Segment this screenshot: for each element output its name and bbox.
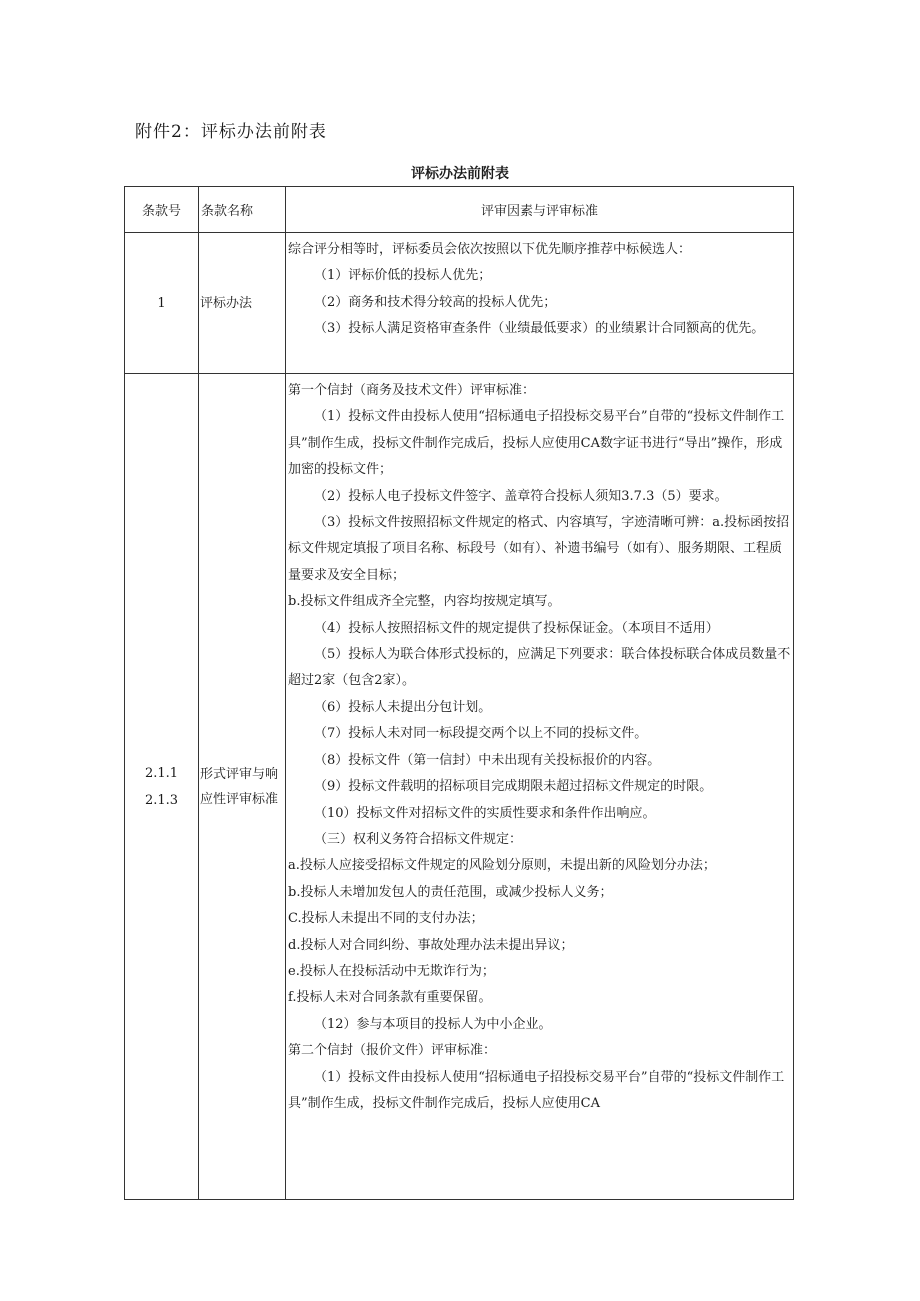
attachment-heading: 附件2：评标办法前附表 [135, 122, 327, 142]
clause-number: 1 [125, 233, 199, 374]
clause-name: 评标办法 [199, 233, 286, 374]
clause-name: 形式评审与响应性评审标准 [199, 374, 286, 1200]
criteria-line: b.投标人未增加发包人的责任范围，或减少投标人义务； [288, 884, 613, 900]
criteria-line: （1）投标文件由投标人使用“招标通电子招投标交易平台”自带的“投标文件制作工具”制作生成，投标文件制作完成后，投标人应使用CA数字证书进行“导出”操作，形成加密的投标文件； [288, 409, 785, 478]
column-header-criteria: 评审因素与评审标准 [286, 187, 794, 233]
criteria-line: （4）投标人按照招标文件的规定提供了投标保证金。（本项目不适用） [314, 620, 719, 636]
criteria-line: （6）投标人未提出分包计划。 [314, 699, 492, 715]
criteria-line: C.投标人未提出不同的支付办法； [288, 911, 484, 927]
criteria-line: f.投标人未对合同条款有重要保留。 [288, 990, 492, 1006]
clause-number-line: 2.1.3 [144, 792, 179, 808]
criteria-line: （7）投标人未对同一标段提交两个以上不同的投标文件。 [314, 726, 648, 742]
table-row [125, 374, 794, 1200]
criteria-cell [286, 374, 794, 1200]
table-header-row [125, 187, 794, 233]
criteria-line: b.投标文件组成齐全完整，内容均按规定填写。 [288, 594, 561, 610]
criteria-line: （3）投标文件按照招标文件规定的格式、内容填写，字迹清晰可辨：a.投标函按招标文件规定填报了项目名称、标段号（如有）、补遗书编号（如有）、服务期限、工程质量要求及安全目标； [288, 515, 790, 583]
criteria-line: 第二个信封（报价文件）评审标准： [288, 1043, 497, 1059]
criteria-line: 第一个信封（商务及技术文件）评审标准： [288, 383, 536, 398]
column-header-clause-no: 条款号 [125, 187, 199, 233]
criteria-line: （2）商务和技术得分较高的投标人优先； [314, 294, 557, 310]
table-row [125, 233, 794, 374]
criteria-line: e.投标人在投标活动中无欺诈行为； [288, 963, 495, 979]
criteria-line: （12）参与本项目的投标人为中小企业。 [314, 1016, 552, 1032]
clause-number-line: 2.1.1 [144, 765, 179, 781]
criteria-line: （5）投标人为联合体形式投标的，应满足下列要求：联合体投标联合体成员数量不超过2家（包含2家）。 [288, 647, 791, 689]
criteria-line: （1）评标价低的投标人优先； [314, 268, 492, 284]
criteria-line: 综合评分相等时，评标委员会依次按照以下优先顺序推荐中标候选人： [288, 242, 692, 257]
clause-number [125, 374, 199, 1200]
criteria-line: （9）投标文件载明的招标项目完成期限未超过招标文件规定的时限。 [314, 779, 713, 795]
criteria-line: （2）投标人电子投标文件签字、盖章符合投标人须知3.7.3（5）要求。 [314, 488, 728, 504]
criteria-cell [286, 233, 794, 374]
evaluation-table [124, 186, 794, 1200]
criteria-line: （10）投标文件对招标文件的实质性要求和条件作出响应。 [314, 805, 656, 821]
criteria-line: （8）投标文件（第一信封）中未出现有关投标报价的内容。 [314, 752, 661, 768]
table-title: 评标办法前附表 [411, 166, 509, 182]
criteria-line: （三）权利义务符合招标文件规定： [314, 831, 523, 847]
column-header-clause-name: 条款名称 [199, 187, 286, 233]
criteria-line: （1）投标文件由投标人使用“招标通电子招投标交易平台”自带的“投标文件制作工具”制作生成，投标文件制作完成后，投标人应使用CA [288, 1069, 785, 1111]
criteria-line: （3）投标人满足资格审查条件（业绩最低要求）的业绩累计合同额高的优先。 [314, 321, 765, 337]
criteria-line: d.投标人对合同纠纷、事故处理办法未提出异议； [288, 937, 574, 953]
criteria-line: a.投标人应接受招标文件规定的风险划分原则，未提出新的风险划分办法； [288, 858, 716, 874]
